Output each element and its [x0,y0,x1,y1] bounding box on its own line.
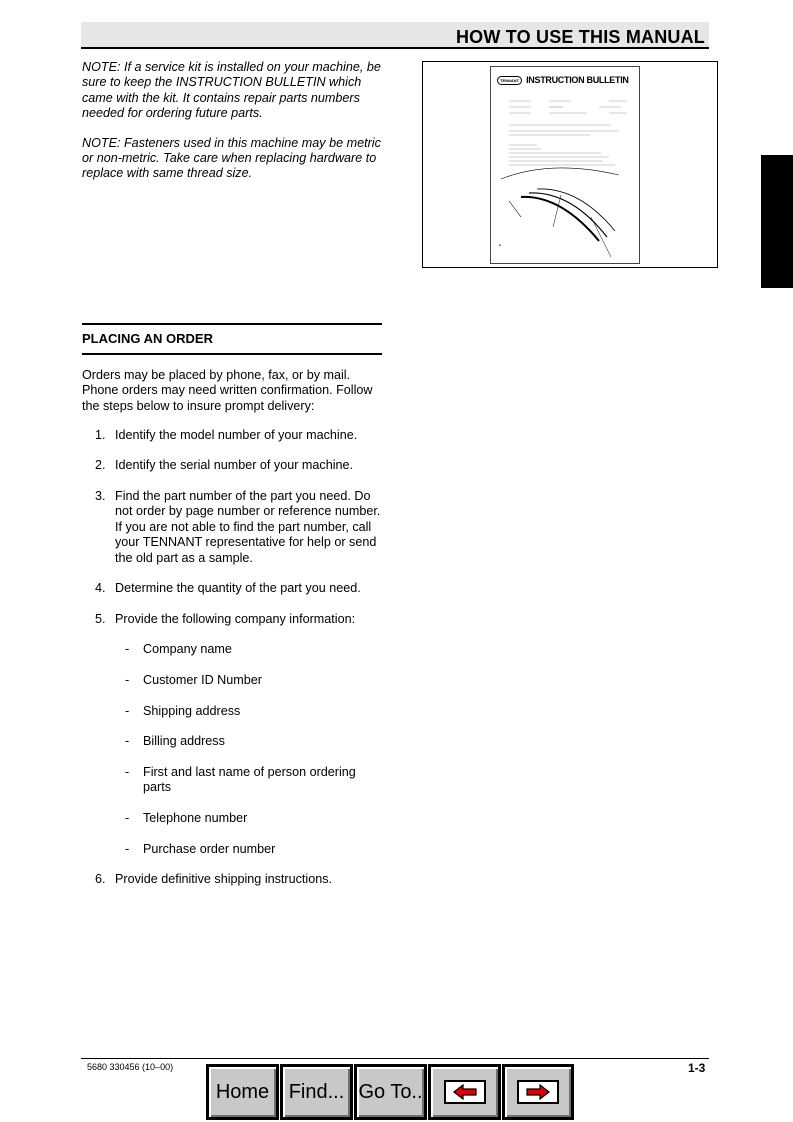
company-info-text: Company name [143,642,232,656]
bullet-dash: - [125,734,130,748]
home-button[interactable] [206,1064,279,1120]
step-number: 6. [95,872,106,886]
footer-rule [81,1058,709,1059]
find-button-label: Find... [288,1080,345,1103]
step-number: 3. [95,489,106,503]
step-number: 1. [95,428,106,442]
step-number: 4. [95,581,106,595]
section-header [82,323,382,355]
previous-page-button[interactable] [428,1064,501,1120]
page-header-title: HOW TO USE THIS MANUAL [455,27,705,47]
home-button-label: Home [215,1080,270,1103]
bullet-dash: - [125,673,130,687]
step-text: Provide the following company information: [115,612,356,626]
page-number: 1-3 [688,1061,706,1075]
company-info-text: Shipping address [143,704,241,718]
find-button[interactable] [280,1064,353,1120]
next-page-button[interactable] [502,1064,574,1120]
bulletin-caption-text: ■ [499,243,501,247]
goto-button-label: Go To.. [358,1080,423,1103]
company-info-text: Purchase order number [143,842,276,856]
step-text: Identify the model number of your machine. [115,428,358,442]
bullet-dash: - [125,642,130,656]
header-bar [81,22,709,49]
company-info-text: Billing address [143,734,225,748]
intro-paragraph: Orders may be placed by phone, fax, or by mail. Phone orders may need written confirmation. Follow the steps below to insure prompt delivery: [82,368,373,413]
company-info-text: First and last name of person ordering parts [143,765,356,795]
bullet-dash: - [125,842,130,856]
right-arrow-icon [517,1080,559,1104]
bullet-dash: - [125,765,130,779]
goto-button[interactable] [354,1064,427,1120]
chapter-tab [761,155,793,288]
company-info-text: Customer ID Number [143,673,262,687]
left-arrow-icon [444,1080,486,1104]
bullet-dash: - [125,811,130,825]
notes-block [82,60,382,196]
bulletin-drawing [491,67,639,263]
step-text: Provide definitive shipping instructions. [115,872,333,886]
step-number: 5. [95,612,106,626]
step-number: 2. [95,458,106,472]
note-service-kit: NOTE: If a service kit is installed on your machine, be sure to keep the INSTRUCTION BULLETIN which came with the kit. It contains repair parts numbers needed for ordering future parts. [82,60,381,121]
step-text: Find the part number of the part you need. Do not order by page number or reference number. If you are not able to find the part number, call your TENNANT representative for help or send the old part as a sample. [115,489,381,565]
instruction-bulletin-image [422,61,718,268]
bulletin-logo: TENNANT [497,76,522,85]
step-text: Determine the quantity of the part you need. [115,581,361,595]
company-info-text: Telephone number [143,811,248,825]
bulletin-title: INSTRUCTION BULLETIN [526,75,629,85]
document-number: 5680 330456 (10–00) [87,1062,174,1072]
bulletin-page-thumbnail [490,66,640,264]
section-title: PLACING AN ORDER [82,331,213,346]
step-text: Identify the serial number of your machine. [115,458,354,472]
bullet-dash: - [125,704,130,718]
note-fasteners: NOTE: Fasteners used in this machine may be metric or non-metric. Take care when replacing hardware to replace with same thread size. [82,135,381,181]
